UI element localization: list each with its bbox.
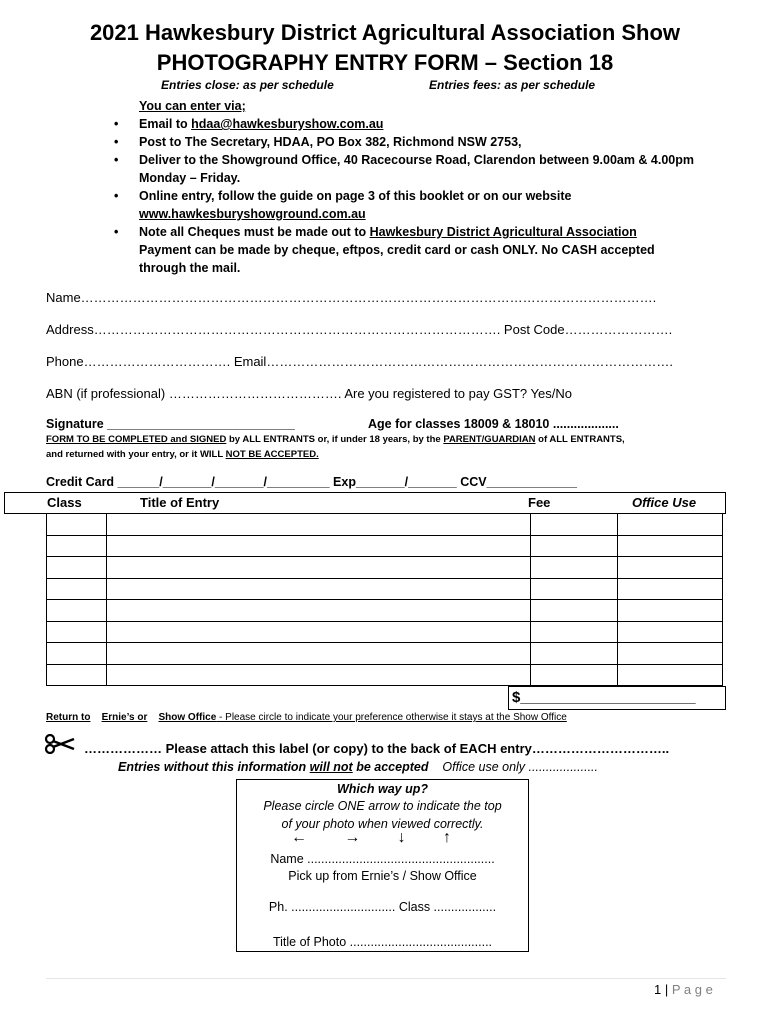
col-fee-header: Fee bbox=[528, 495, 551, 510]
label-requirement-note bbox=[118, 760, 598, 774]
website-link[interactable]: www.hawkesburyshowground.com.au bbox=[139, 207, 366, 221]
title-cell[interactable] bbox=[107, 535, 531, 557]
col-office-header: Office Use bbox=[632, 495, 697, 510]
credit-card-field[interactable]: Credit Card ______/_______/_______/_________ Exp_______/_______ CCV_____________ bbox=[46, 475, 577, 489]
return-preference bbox=[46, 712, 567, 723]
requirement-text: be accepted bbox=[352, 760, 429, 774]
fee-cell[interactable] bbox=[531, 535, 618, 557]
cheques-prefix: Note all Cheques must be made out to bbox=[139, 225, 370, 239]
list-item bbox=[114, 187, 704, 223]
table-row bbox=[47, 600, 723, 622]
title-cell[interactable] bbox=[107, 514, 531, 536]
col-title-header: Title of Entry bbox=[140, 495, 220, 510]
entries-fees-note: Entries fees: as per schedule bbox=[429, 78, 596, 92]
table-row bbox=[47, 643, 723, 665]
label-pickup-option[interactable]: Pick up from Ernie’s / Show Office bbox=[288, 869, 477, 883]
label-heading: Which way up? bbox=[337, 782, 428, 796]
fee-cell[interactable] bbox=[531, 621, 618, 643]
attach-label-instruction: ……………… Please attach this label (or copy) to the back of EACH entry………………………….. bbox=[84, 741, 670, 756]
arrow-left-icon[interactable]: ← bbox=[291, 829, 307, 846]
page-footer bbox=[654, 982, 713, 997]
class-cell[interactable] bbox=[47, 535, 107, 557]
form-note-text: by ALL ENTRANTS or, if under 18 years, by the bbox=[226, 434, 444, 445]
class-cell[interactable] bbox=[47, 578, 107, 600]
entries-table bbox=[46, 513, 723, 686]
office-use-only: Office use only .................... bbox=[442, 760, 598, 774]
age-field[interactable]: Age for classes 18009 & 18010 ................... bbox=[368, 417, 619, 431]
return-option-show-office[interactable]: Show Office bbox=[158, 712, 217, 723]
phone-email-field[interactable]: Phone……………………………. Email…………………………………………………………………………………. bbox=[46, 354, 673, 369]
cheques-payee: Hawkesbury District Agricultural Association bbox=[369, 225, 637, 239]
table-row bbox=[47, 557, 723, 579]
label-title-field[interactable]: Title of Photo ......................................... bbox=[272, 935, 493, 949]
form-title-line1: 2021 Hawkesbury District Agricultural Association Show bbox=[89, 20, 681, 45]
bullet-icon: • bbox=[114, 189, 119, 203]
return-note: - Please circle to indicate your preference otherwise it stays at the Show Office bbox=[216, 712, 567, 723]
class-cell[interactable] bbox=[47, 557, 107, 579]
label-phone-class-field[interactable]: Ph. .............................. Class .................. bbox=[268, 900, 497, 914]
payment-note: Payment can be made by cheque, eftpos, credit card or cash ONLY. No CASH accepted through the mail. bbox=[139, 243, 655, 275]
class-cell[interactable] bbox=[47, 664, 107, 686]
list-item bbox=[114, 115, 704, 133]
title-cell[interactable] bbox=[107, 643, 531, 665]
table-header-bar bbox=[4, 492, 726, 514]
office-use-cell[interactable] bbox=[618, 535, 723, 557]
scissors-icon bbox=[44, 734, 76, 754]
title-cell[interactable] bbox=[107, 600, 531, 622]
fee-cell[interactable] bbox=[531, 600, 618, 622]
arrow-up-icon[interactable]: ↑ bbox=[442, 829, 451, 846]
fee-cell[interactable] bbox=[531, 643, 618, 665]
form-note-not-accepted: NOT BE ACCEPTED. bbox=[225, 449, 319, 460]
return-label: Return to bbox=[46, 712, 91, 723]
arrow-down-icon[interactable]: ↓ bbox=[397, 829, 406, 846]
form-title-line2: PHOTOGRAPHY ENTRY FORM – Section 18 bbox=[156, 50, 614, 75]
bullet-icon: • bbox=[114, 225, 119, 239]
office-use-cell[interactable] bbox=[618, 557, 723, 579]
office-use-cell[interactable] bbox=[618, 643, 723, 665]
table-row bbox=[47, 535, 723, 557]
office-use-cell[interactable] bbox=[618, 621, 723, 643]
email-prefix: Email to bbox=[139, 117, 192, 131]
fee-cell[interactable] bbox=[531, 664, 618, 686]
office-use-cell[interactable] bbox=[618, 514, 723, 536]
form-note-text: of ALL ENTRANTS, bbox=[535, 434, 625, 445]
table-row bbox=[47, 578, 723, 600]
form-completion-note bbox=[46, 432, 726, 462]
bullet-icon: • bbox=[114, 153, 119, 167]
form-note-completed: FORM TO BE COMPLETED and SIGNED bbox=[46, 434, 227, 445]
requirement-text: Entries without this information bbox=[118, 760, 310, 774]
title-cell[interactable] bbox=[107, 557, 531, 579]
table-row bbox=[47, 621, 723, 643]
page-number: 1 bbox=[654, 982, 662, 997]
label-instruction-1: Please circle ONE arrow to indicate the top bbox=[263, 799, 502, 813]
label-name-field[interactable]: Name ...................................................... bbox=[270, 852, 495, 866]
form-note-text: and returned with your entry, or it WILL bbox=[46, 449, 226, 460]
entries-close-note: Entries close: as per schedule bbox=[161, 78, 334, 92]
return-option-ernies[interactable]: Ernie’s or bbox=[101, 712, 148, 723]
enter-via-heading: You can enter via; bbox=[139, 99, 246, 113]
table-row bbox=[47, 514, 723, 536]
entry-methods-list bbox=[114, 115, 704, 277]
class-cell[interactable] bbox=[47, 600, 107, 622]
abn-field[interactable]: ABN (if professional) …………………………………. Are you registered to pay GST? Yes/No bbox=[46, 386, 572, 401]
label-instruction-2: of your photo when viewed correctly. bbox=[281, 817, 484, 831]
deliver-address: Deliver to the Showground Office, 40 Racecourse Road, Clarendon between 9.00am & 4.00pm Monday – Friday. bbox=[139, 153, 695, 185]
page-word: P a g e bbox=[671, 982, 713, 997]
title-cell[interactable] bbox=[107, 664, 531, 686]
post-address: Post to The Secretary, HDAA, PO Box 382, Richmond NSW 2753, bbox=[139, 135, 522, 149]
list-item bbox=[114, 133, 704, 151]
class-cell[interactable] bbox=[47, 643, 107, 665]
bullet-icon: • bbox=[114, 117, 119, 131]
list-item bbox=[114, 151, 704, 187]
office-use-cell[interactable] bbox=[618, 600, 723, 622]
title-cell[interactable] bbox=[107, 578, 531, 600]
requirement-will-not: will not bbox=[309, 760, 353, 774]
form-note-guardian: PARENT/GUARDIAN bbox=[443, 434, 536, 445]
signature-field[interactable]: Signature ___________________________ bbox=[46, 417, 295, 431]
office-use-cell[interactable] bbox=[618, 664, 723, 686]
bullet-icon: • bbox=[114, 135, 119, 149]
arrow-right-icon[interactable]: → bbox=[344, 829, 361, 846]
email-link[interactable]: hdaa@hawkesburyshow.com.au bbox=[191, 117, 384, 131]
name-field[interactable]: Name……………………………………………………………………………………………………………………. bbox=[46, 290, 657, 305]
office-use-cell[interactable] bbox=[618, 578, 723, 600]
class-cell[interactable] bbox=[47, 621, 107, 643]
fee-cell[interactable] bbox=[531, 557, 618, 579]
class-cell[interactable] bbox=[47, 514, 107, 536]
total-fee-field[interactable]: $_____________________ bbox=[508, 686, 726, 710]
table-row bbox=[47, 664, 723, 686]
fee-cell[interactable] bbox=[531, 578, 618, 600]
title-cell[interactable] bbox=[107, 621, 531, 643]
address-field[interactable]: Address…………………………………………………………………………………. Post Code……………………. bbox=[46, 322, 673, 337]
list-item bbox=[114, 223, 704, 277]
orientation-arrows bbox=[291, 829, 451, 847]
fee-cell[interactable] bbox=[531, 514, 618, 536]
footer-divider bbox=[46, 978, 726, 979]
page-separator: | bbox=[661, 982, 672, 997]
col-class-header: Class bbox=[47, 495, 82, 510]
online-entry: Online entry, follow the guide on page 3 of this booklet or on our website bbox=[139, 189, 572, 203]
